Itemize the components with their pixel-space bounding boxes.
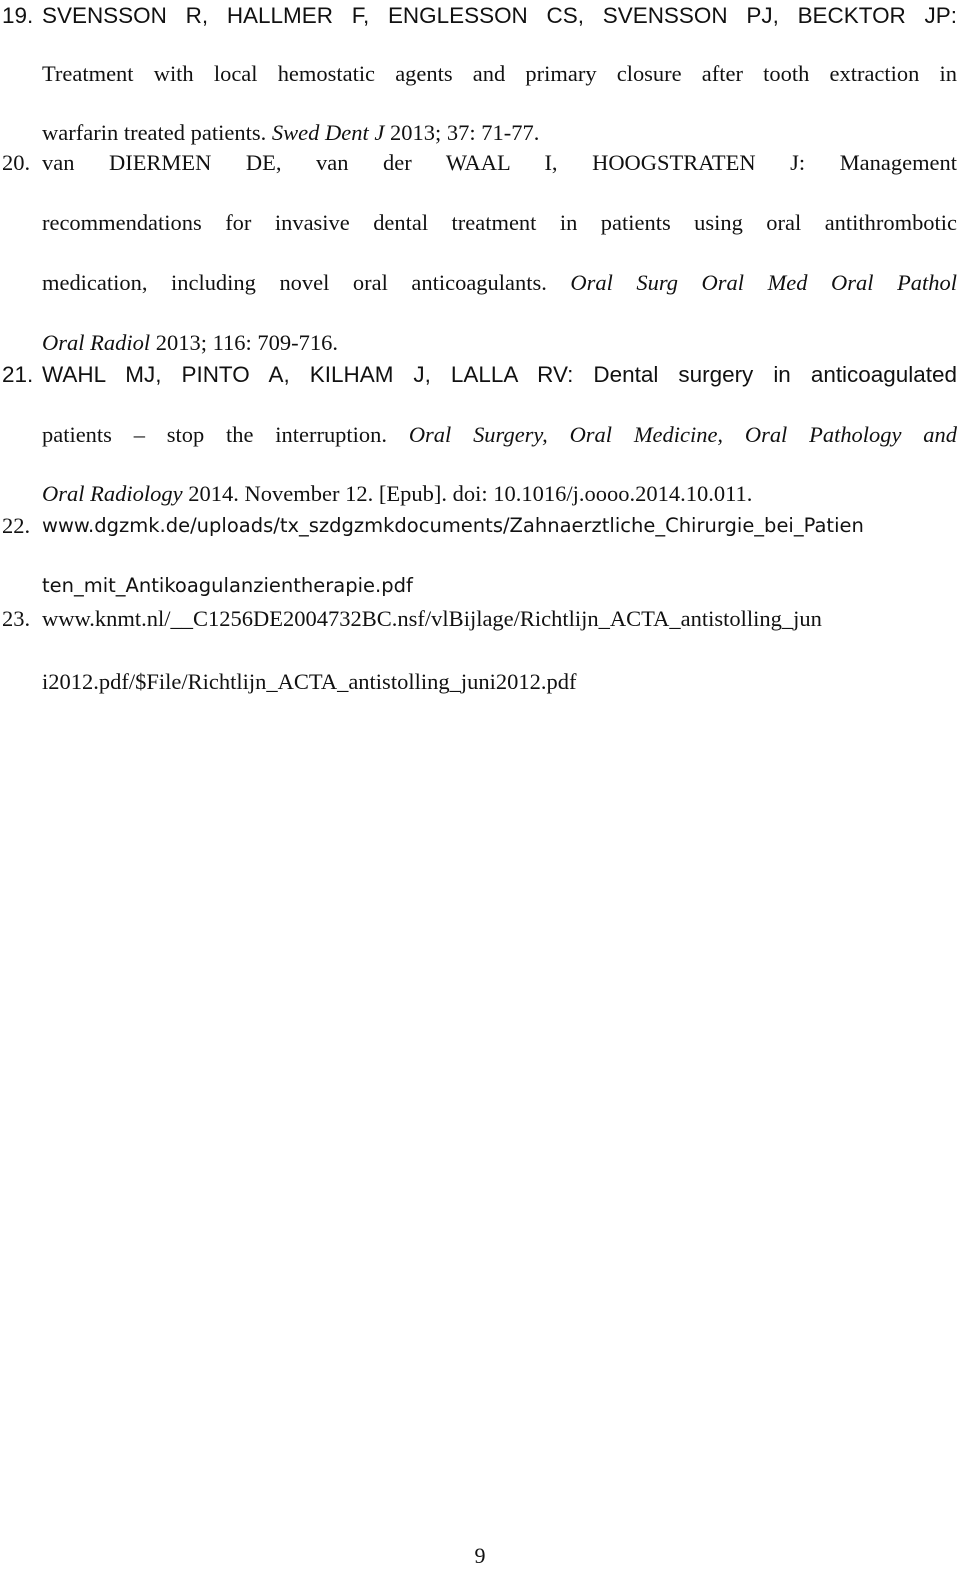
reference-number: 21. xyxy=(2,362,34,387)
reference-number: 19. xyxy=(2,3,34,28)
reference-number: 23. xyxy=(2,606,31,631)
reference-url-cont[interactable]: i2012.pdf/$File/Richtlijn_ACTA_antistolling_juni2012.pdf xyxy=(42,669,577,694)
reference-number: 22. xyxy=(2,513,31,538)
reference-url[interactable]: www.dgzmk.de/uploads/tx_szdgzmkdocuments/Zahnaerztliche_Chirurgie_bei_Patien xyxy=(42,514,864,537)
journal-name: Oral Surg Oral Med Oral Pathol xyxy=(570,270,957,295)
reference-source: Oral Radiology 2014. November 12. [Epub]. doi: 10.1016/j.oooo.2014.10.011. xyxy=(42,481,753,506)
journal-name: Oral Radiol xyxy=(42,330,151,355)
journal-name: Oral Surgery, Oral Medicine, Oral Pathology and xyxy=(408,422,957,447)
reference-number: 20. xyxy=(2,150,31,175)
reference-authors: SVENSSON R, HALLMER F, ENGLESSON CS, SVENSSON PJ, BECKTOR JP: xyxy=(42,3,957,28)
reference-title: Treatment with local hemostatic agents and primary closure after tooth extraction in xyxy=(42,61,957,86)
reference-url[interactable]: www.knmt.nl/__C1256DE2004732BC.nsf/vlBijlage/Richtlijn_ACTA_antistolling_jun xyxy=(42,606,822,631)
reference-title: recommendations for invasive dental treatment in patients using oral antithrombotic xyxy=(42,210,957,235)
reference-source: warfarin treated patients. Swed Dent J 2013; 37: 71-77. xyxy=(42,120,540,145)
journal-name: Oral Radiology xyxy=(42,481,183,506)
reference-url-cont[interactable]: ten_mit_Antikoagulanzientherapie.pdf xyxy=(42,574,413,597)
journal-name: Swed Dent J xyxy=(271,120,385,145)
reference-title-cont: medication, including novel oral anticoagulants. Oral Surg Oral Med Oral Pathol xyxy=(42,270,957,295)
reference-authors: van DIERMEN DE, van der WAAL I, HOOGSTRATEN J: Management xyxy=(42,150,957,175)
reference-title: patients – stop the interruption. Oral Surgery, Oral Medicine, Oral Pathology and xyxy=(42,422,957,447)
page-number: 9 xyxy=(474,1543,486,1568)
reference-source: Oral Radiol 2013; 116: 709-716. xyxy=(42,330,339,355)
reference-authors: WAHL MJ, PINTO A, KILHAM J, LALLA RV: Dental surgery in anticoagulated xyxy=(42,362,957,387)
